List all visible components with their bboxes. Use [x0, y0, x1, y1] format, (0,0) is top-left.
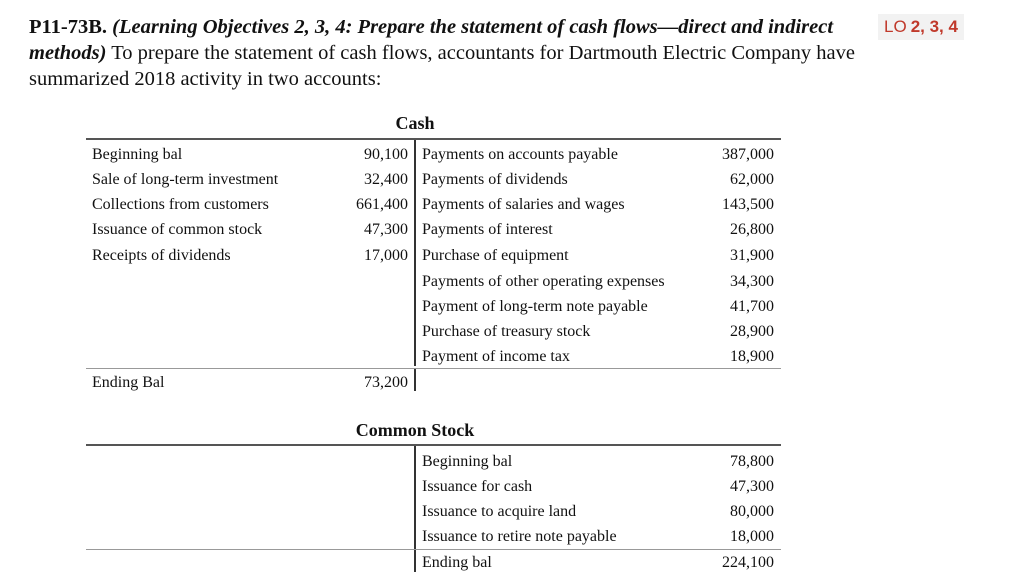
cash-row	[92, 319, 774, 344]
common-stock-row	[92, 449, 774, 474]
credit-label: Issuance for cash	[422, 478, 533, 495]
credit-amount: 143,500	[722, 196, 774, 213]
credit-label: Issuance to acquire land	[422, 503, 577, 520]
debit-amount: 90,100	[364, 146, 408, 163]
credit-label: Payment of long-term note payable	[422, 298, 648, 315]
credit-amount: 31,900	[730, 247, 774, 264]
ending-amount: 73,200	[364, 374, 408, 391]
credit-label: Purchase of equipment	[422, 247, 569, 264]
debit-amount: 17,000	[364, 247, 408, 264]
cash-top-rule	[86, 138, 781, 140]
cash-row	[92, 142, 774, 167]
common-stock-row	[92, 474, 774, 499]
lo-numbers: 2, 3, 4	[910, 17, 958, 36]
credit-amount: 41,700	[730, 298, 774, 315]
credit-amount: 34,300	[730, 273, 774, 290]
cash-ending-row	[92, 370, 774, 395]
cash-row	[92, 344, 774, 369]
ending-amount: 224,100	[722, 554, 774, 571]
cash-row	[92, 217, 774, 242]
credit-amount: 18,900	[730, 348, 774, 365]
credit-label: Payments of salaries and wages	[422, 196, 625, 213]
credit-amount: 47,300	[730, 478, 774, 495]
problem-body: To prepare the statement of cash flows, accountants for Dartmouth Electric Company have summarized 2018 activity in two accounts:	[29, 42, 855, 90]
credit-amount: 78,800	[730, 453, 774, 470]
credit-amount: 387,000	[722, 146, 774, 163]
credit-amount: 62,000	[730, 171, 774, 188]
debit-label: Beginning bal	[92, 146, 183, 163]
ending-label: Ending bal	[422, 554, 492, 571]
credit-amount: 28,900	[730, 323, 774, 340]
debit-amount: 47,300	[364, 221, 408, 238]
credit-label: Payments of dividends	[422, 171, 568, 188]
common-stock-top-rule	[86, 444, 781, 446]
debit-label: Collections from customers	[92, 196, 269, 213]
cash-account-title: Cash	[395, 113, 435, 133]
credit-amount: 80,000	[730, 503, 774, 520]
debit-label: Receipts of dividends	[92, 247, 231, 264]
debit-amount: 32,400	[364, 171, 408, 188]
problem-id: P11-73B.	[29, 16, 108, 38]
credit-label: Purchase of treasury stock	[422, 323, 591, 340]
credit-amount: 26,800	[730, 221, 774, 238]
common-stock-row	[92, 499, 774, 524]
credit-label: Payments on accounts payable	[422, 146, 618, 163]
cash-row	[92, 269, 774, 294]
credit-label: Issuance to retire note payable	[422, 528, 617, 545]
cash-row	[92, 243, 774, 268]
cash-row	[92, 192, 774, 217]
debit-label: Issuance of common stock	[92, 221, 263, 238]
cash-row	[92, 294, 774, 319]
debit-label: Sale of long-term investment	[92, 171, 279, 188]
credit-amount: 18,000	[730, 528, 774, 545]
lo-prefix: LO	[884, 17, 907, 36]
debit-amount: 661,400	[356, 196, 408, 213]
problem-objectives: (Learning Objectives 2, 3, 4: Prepare the statement of cash flows—direct and indirect methods)	[29, 16, 834, 64]
problem-statement	[29, 14, 869, 92]
common-stock-row	[92, 524, 774, 549]
credit-label: Payments of interest	[422, 221, 553, 238]
credit-label: Beginning bal	[422, 453, 513, 470]
credit-label: Payments of other operating expenses	[422, 273, 665, 290]
common-stock-ending-row	[92, 550, 774, 575]
ending-label: Ending Bal	[92, 374, 165, 391]
credit-label: Payment of income tax	[422, 348, 570, 365]
common-stock-account-title: Common Stock	[355, 420, 475, 440]
learning-objectives-badge	[878, 14, 964, 40]
cash-row	[92, 167, 774, 192]
